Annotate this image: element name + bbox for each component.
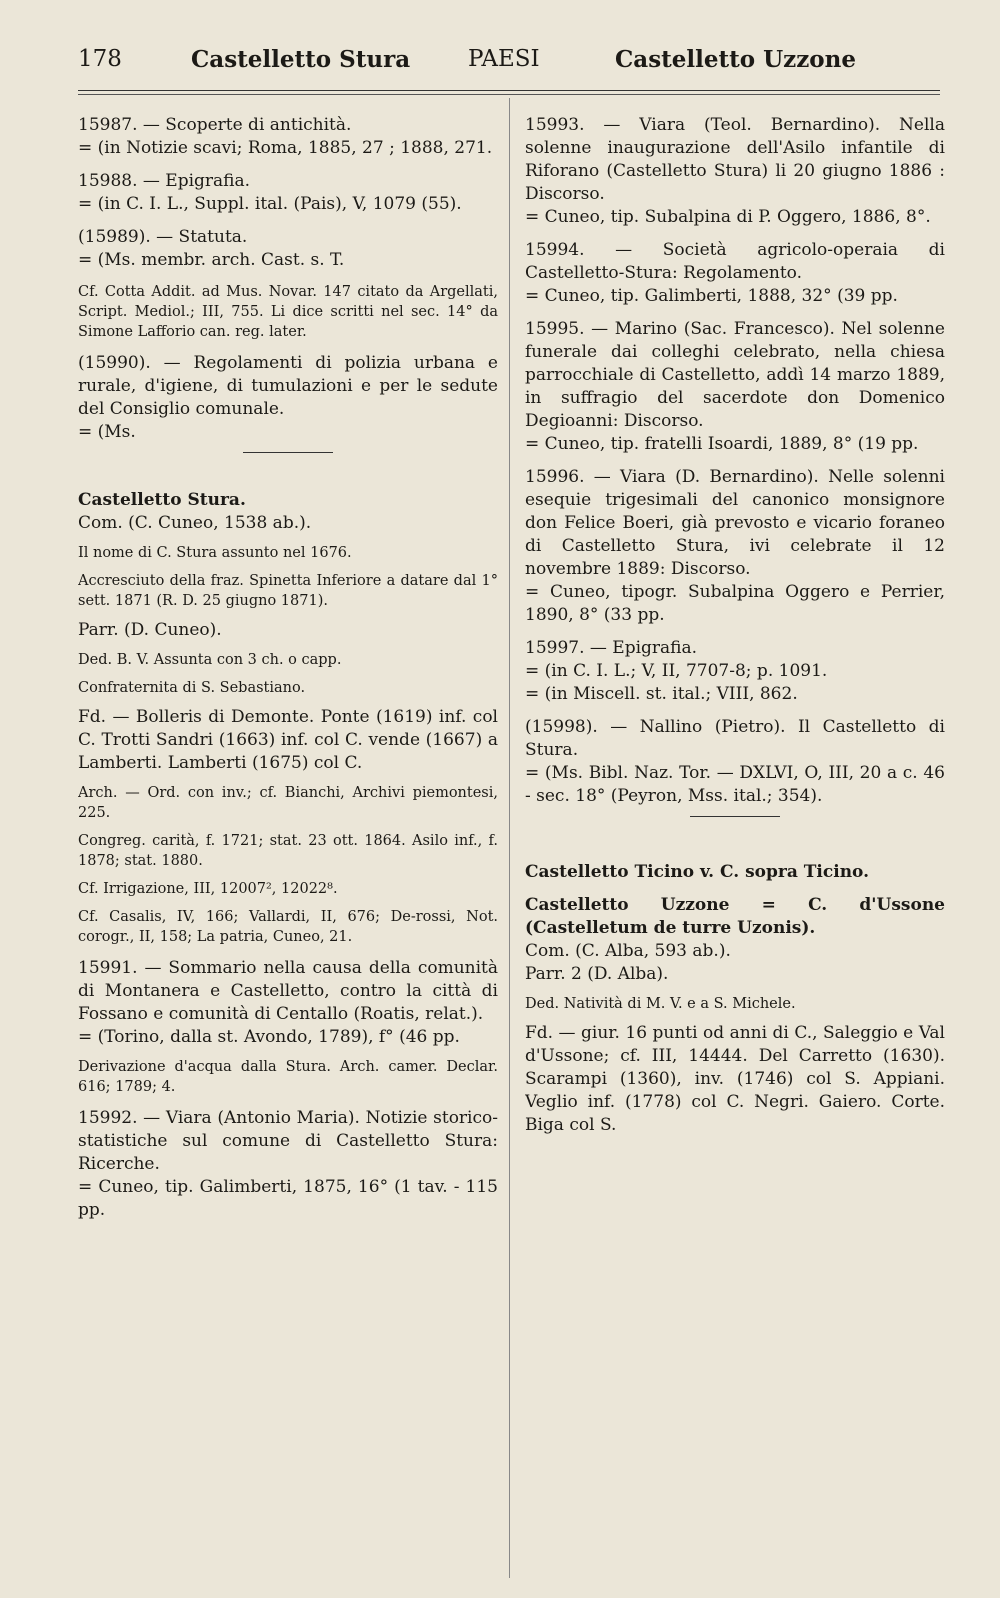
section-heading: Castelletto Ticino v. C. sopra Ticino.: [525, 862, 870, 882]
bibliography-entry: Fd. — giur. 16 punti od anni di C., Saleggio e Val d'Ussone; cf. III, 14444. Del Carretto (1630). Scarampi (1360), inv. (1746) col S. Appiani. Veglio inf. (1778) col C. Negri. Gaiero. Corte. Biga col S.: [525, 1023, 945, 1135]
header-left-title: Castelletto Stura: [191, 46, 411, 73]
header-rule-secondary: [78, 94, 940, 95]
section-heading: Castelletto Uzzone = C. d'Ussone (Castelletum de turre Uzonis).: [525, 895, 945, 938]
section-separator: [243, 452, 333, 453]
bibliography-entry: Parr. 2 (D. Alba).: [525, 964, 669, 984]
bibliography-entry: Com. (C. Alba, 593 ab.).: [525, 941, 731, 961]
page-number: 178: [78, 46, 122, 72]
bibliography-entry: = Cuneo, tip. Galimberti, 1875, 16° (1 tav. - 115 pp.: [78, 1177, 498, 1220]
bibliography-entry: Fd. — Bolleris di Demonte. Ponte (1619) inf. col C. Trotti Sandri (1663) inf. col C. vende (1667) a Lamberti. Lamberti (1675) col C.: [78, 707, 498, 773]
bibliography-entry: 15987. — Scoperte di antichità.: [78, 115, 352, 135]
bibliography-entry: 15995. — Marino (Sac. Francesco). Nel solenne funerale dai colleghi celebrato, nella chiesa parrocchiale di Castelletto, addì 14 marzo 1889, in suffragio del sacerdote don Domenico Degioanni: Discorso.: [525, 319, 945, 431]
section-heading: Castelletto Stura.: [78, 490, 246, 510]
bibliography-entry: 15993. — Viara (Teol. Bernardino). Nella solenne inaugurazione dell'Asilo infantile di Riforano (Castelletto Stura) li 20 giugno 1886 : Discorso.: [525, 115, 945, 204]
bibliography-entry: Congreg. carità, f. 1721; stat. 23 ott. 1864. Asilo inf., f. 1878; stat. 1880.: [78, 833, 498, 869]
bibliography-entry: Derivazione d'acqua dalla Stura. Arch. camer. Declar. 616; 1789; 4.: [78, 1059, 498, 1095]
bibliography-entry: = (Ms. Bibl. Naz. Tor. — DXLVI, O, III, 20 a c. 46 - sec. 18° (Peyron, Mss. ital.; 354).: [525, 763, 945, 806]
bibliography-entry: 15992. — Viara (Antonio Maria). Notizie storico-statistiche sul comune di Castelletto Stura: Ricerche.: [78, 1108, 498, 1174]
bibliography-entry: = (Ms. membr. arch. Cast. s. T.: [78, 250, 345, 270]
header-right-title: Castelletto Uzzone: [615, 46, 856, 73]
bibliography-entry: 15994. — Società agricolo-operaia di Castelletto-Stura: Regolamento.: [525, 240, 945, 283]
bibliography-entry: (15998). — Nallino (Pietro). Il Castelletto di Stura.: [525, 717, 945, 760]
bibliography-entry: = Cuneo, tip. Subalpina di P. Oggero, 1886, 8°.: [525, 207, 931, 227]
bibliography-entry: (15990). — Regolamenti di polizia urbana e rurale, d'igiene, di tumulazioni e per le sedute del Consiglio comunale.: [78, 353, 498, 419]
bibliography-entry: = Cuneo, tipogr. Subalpina Oggero e Perrier, 1890, 8° (33 pp.: [525, 582, 945, 625]
header-center: PAESI: [468, 46, 540, 72]
bibliography-entry: = Cuneo, tip. Galimberti, 1888, 32° (39 pp.: [525, 286, 898, 306]
bibliography-entry: 15991. — Sommario nella causa della comunità di Montanera e Castelletto, contro la città di Fossano e comunità di Centallo (Roatis, relat.).: [78, 958, 498, 1024]
bibliography-entry: 15997. — Epigrafia.: [525, 638, 698, 658]
bibliography-entry: = (in Miscell. st. ital.; VIII, 862.: [525, 684, 798, 704]
bibliography-entry: Parr. (D. Cuneo).: [78, 620, 222, 640]
left-column: [78, 114, 498, 1584]
bibliography-entry: = (Ms.: [78, 422, 136, 442]
bibliography-entry: Cf. Irrigazione, III, 12007², 12022⁸.: [78, 881, 338, 897]
bibliography-entry: = (Torino, dalla st. Avondo, 1789), f° (46 pp.: [78, 1027, 460, 1047]
bibliography-entry: Com. (C. Cuneo, 1538 ab.).: [78, 513, 312, 533]
bibliography-entry: Il nome di C. Stura assunto nel 1676.: [78, 545, 352, 561]
column-divider: [509, 98, 510, 1578]
bibliography-entry: = (in C. I. L., Suppl. ital. (Pais), V, 1079 (55).: [78, 194, 462, 214]
bibliography-entry: = (in Notizie scavi; Roma, 1885, 27 ; 1888, 271.: [78, 138, 493, 158]
bibliography-entry: = (in C. I. L.; V, II, 7707-8; p. 1091.: [525, 661, 828, 681]
right-column: [525, 114, 945, 1584]
bibliography-entry: (15989). — Statuta.: [78, 227, 248, 247]
bibliography-entry: Accresciuto della fraz. Spinetta Inferiore a datare dal 1° sett. 1871 (R. D. 25 giugno 1871).: [78, 573, 498, 609]
bibliography-entry: Arch. — Ord. con inv.; cf. Bianchi, Archivi piemontesi, 225.: [78, 785, 498, 821]
bibliography-entry: Cf. Casalis, IV, 166; Vallardi, II, 676; De-rossi, Not. corogr., II, 158; La patria, Cuneo, 21.: [78, 909, 498, 945]
bibliography-entry: Ded. Natività di M. V. e a S. Michele.: [525, 996, 796, 1012]
bibliography-entry: Confraternita di S. Sebastiano.: [78, 680, 306, 696]
bibliography-entry: 15996. — Viara (D. Bernardino). Nelle solenni esequie trigesimali del canonico monsignore don Felice Boeri, già prevosto e vicario foraneo di Castelletto Stura, ivi celebrate il 12 novembre 1889: Discorso.: [525, 467, 945, 579]
bibliography-entry: 15988. — Epigrafia.: [78, 171, 251, 191]
bibliography-entry: = Cuneo, tip. fratelli Isoardi, 1889, 8° (19 pp.: [525, 434, 919, 454]
bibliography-entry: Ded. B. V. Assunta con 3 ch. o capp.: [78, 652, 342, 668]
running-header: [78, 46, 940, 86]
bibliography-entry: Cf. Cotta Addit. ad Mus. Novar. 147 citato da Argellati, Script. Mediol.; III, 755. Li dice scritti nel sec. 14° da Simone Lafforio can. reg. later.: [78, 284, 498, 340]
section-separator: [690, 816, 780, 817]
header-rule: [78, 90, 940, 91]
